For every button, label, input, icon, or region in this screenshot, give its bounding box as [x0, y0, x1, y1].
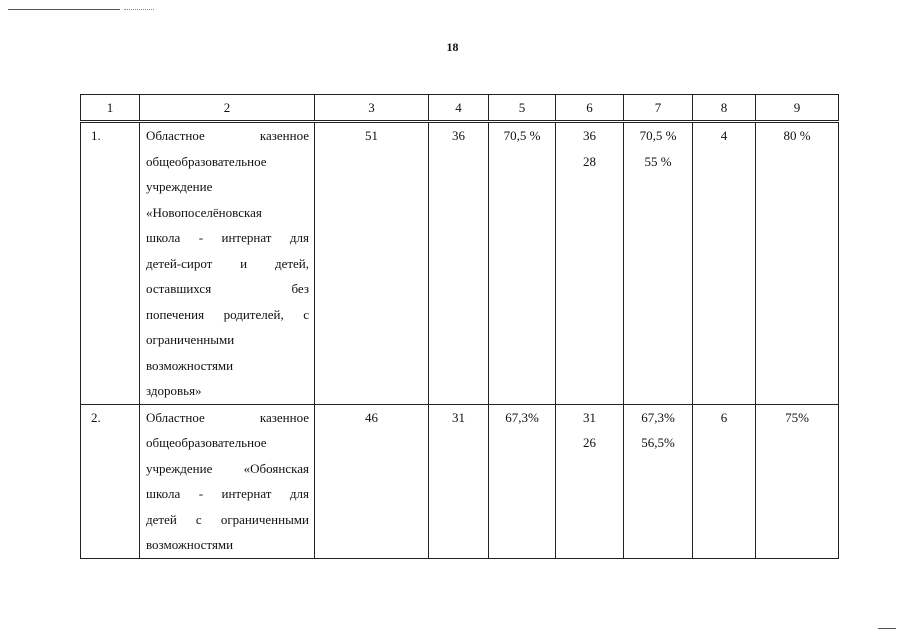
header-cell: 6 — [556, 95, 624, 122]
header-cell: 1 — [81, 95, 140, 122]
institution-name-line: общеобразовательное — [146, 435, 267, 450]
institution-name-line: возможностями — [146, 357, 234, 373]
table-header-row — [81, 95, 839, 122]
col7-value: 67,3% — [641, 409, 675, 425]
institution-name-line: оставшихся без — [146, 281, 309, 296]
col9-value: 75% — [756, 404, 839, 558]
header-cell: 3 — [315, 95, 429, 122]
col8-value: 4 — [693, 122, 756, 405]
institution-name-line: попечения родителей, с — [146, 306, 309, 322]
header-cell: 2 — [140, 95, 315, 122]
header-cell: 4 — [429, 95, 489, 122]
institution-name-line: школа - интернат для — [146, 486, 309, 501]
table-row — [81, 404, 839, 558]
col8-value: 6 — [693, 404, 756, 558]
institution-name-line: здоровья» — [146, 383, 202, 398]
header-cell: 7 — [624, 95, 693, 122]
institution-name — [140, 122, 315, 405]
col4-value: 36 — [429, 122, 489, 405]
data-table — [80, 94, 839, 559]
col7-value: 70,5 % — [639, 128, 677, 143]
col6-value: 28 — [583, 153, 596, 169]
col6-value: 31 — [583, 409, 596, 425]
col4-value: 31 — [429, 404, 489, 558]
col6-values — [556, 404, 624, 558]
col5-value: 70,5 % — [489, 122, 556, 405]
page-number: 18 — [446, 40, 459, 54]
col9-value: 80 % — [756, 122, 839, 405]
col7-values — [624, 122, 693, 405]
table-row — [81, 122, 839, 405]
institution-name — [140, 404, 315, 558]
institution-name-line: Областное казенное — [146, 128, 309, 143]
col3-value: 46 — [315, 404, 429, 558]
header-cell: 8 — [693, 95, 756, 122]
col7-values — [624, 404, 693, 558]
col5-value: 67,3% — [489, 404, 556, 558]
institution-name-line: школа - интернат для — [146, 230, 309, 245]
institution-name-line: учреждение — [146, 179, 213, 194]
institution-name-line: общеобразовательное — [146, 153, 267, 169]
row-number: 2. — [81, 404, 140, 558]
col6-values — [556, 122, 624, 405]
scan-artifact-top-left-dots — [124, 9, 154, 10]
institution-name-line: возможностями — [146, 537, 234, 552]
scan-artifact-bottom-right — [878, 628, 896, 629]
row-number: 1. — [81, 122, 140, 405]
institution-name-line: учреждение «Обоянская — [146, 460, 309, 476]
header-cell: 5 — [489, 95, 556, 122]
col7-value: 55 % — [644, 153, 672, 169]
institution-name-line: детей с ограниченными — [146, 511, 309, 527]
header-cell: 9 — [756, 95, 839, 122]
col3-value: 51 — [315, 122, 429, 405]
institution-name-line: ограниченными — [146, 332, 235, 347]
institution-name-line: Областное казенное — [146, 409, 309, 425]
col6-value: 36 — [583, 128, 596, 143]
institution-name-line: «Новопоселёновская — [146, 204, 262, 220]
col6-value: 26 — [583, 435, 596, 450]
col7-value: 56,5% — [641, 435, 675, 450]
institution-name-line: детей-сирот и детей, — [146, 255, 309, 271]
scan-artifact-top-left — [8, 9, 120, 10]
